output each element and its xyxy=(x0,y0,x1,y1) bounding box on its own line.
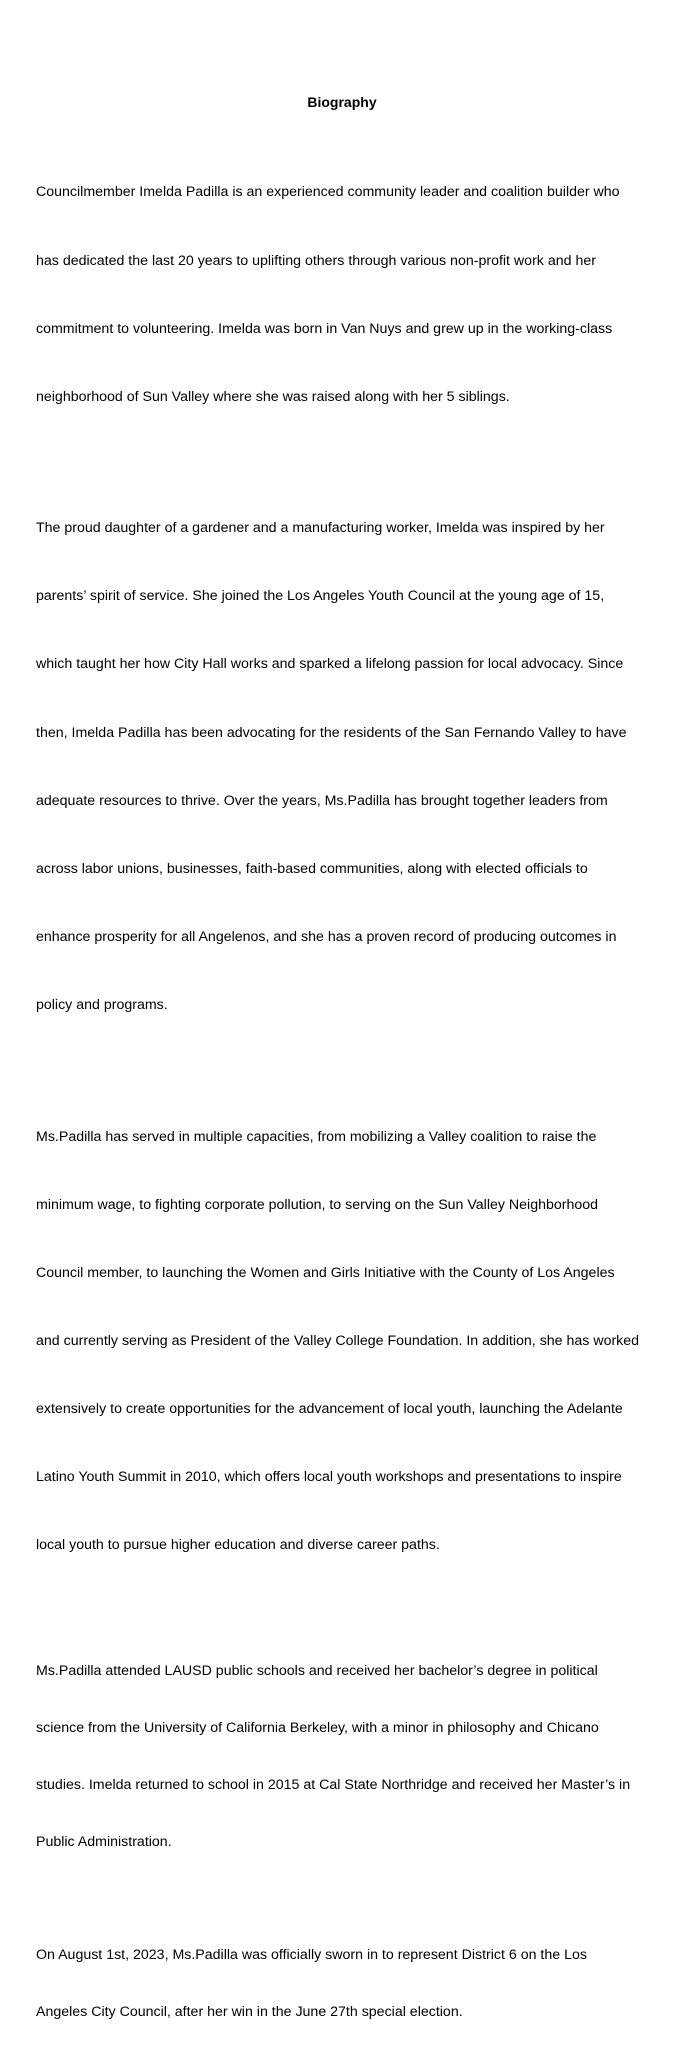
text-line: policy and programs. xyxy=(36,997,168,1014)
text-line: Ms.Padilla attended LAUSD public schools and received her bachelor’s degree in political xyxy=(36,1663,598,1680)
text-line: then, Imelda Padilla has been advocating for the residents of the San Fernando Valley to have xyxy=(36,724,627,741)
text-line: parents’ spirit of service. She joined the Los Angeles Youth Council at the young age of 15, xyxy=(36,588,605,605)
text-line: adequate resources to thrive. Over the years, Ms.Padilla has brought together leaders from xyxy=(36,792,608,809)
text-line: science from the University of California Berkeley, with a minor in philosophy and Chicano xyxy=(36,1720,599,1737)
paragraph-background xyxy=(36,472,648,1062)
paragraph-service xyxy=(36,1080,648,1602)
text-line: enhance prosperity for all Angelenos, and she has a proven record of producing outcomes in xyxy=(36,928,617,945)
paragraph-intro xyxy=(36,136,648,454)
text-line: studies. Imelda returned to school in 2015 at Cal State Northridge and received her Master’s in xyxy=(36,1777,631,1794)
paragraph-election xyxy=(36,1908,648,2060)
text-line: Ms.Padilla has served in multiple capacities, from mobilizing a Valley coalition to raise the xyxy=(36,1128,597,1145)
text-line: neighborhood of Sun Valley where she was raised along with her 5 siblings. xyxy=(36,388,510,405)
text-line: Councilmember Imelda Padilla is an experienced community leader and coalition builder who xyxy=(36,184,620,201)
text-line: and currently serving as President of the Valley College Foundation. In addition, she has worked xyxy=(36,1332,640,1349)
text-line: Council member, to launching the Women and Girls Initiative with the County of Los Angeles xyxy=(36,1264,615,1281)
text-line: which taught her how City Hall works and sparked a lifelong passion for local advocacy. Since xyxy=(36,656,624,673)
text-line: has dedicated the last 20 years to uplifting others through various non-profit work and her xyxy=(36,252,596,269)
text-line: commitment to volunteering. Imelda was born in Van Nuys and grew up in the working-class xyxy=(36,320,613,337)
document-page xyxy=(36,92,648,2060)
text-line: Latino Youth Summit in 2010, which offers local youth workshops and presentations to inspire xyxy=(36,1469,622,1486)
text-line: Angeles City Council, after her win in the June 27th special election. xyxy=(36,2004,463,2021)
text-line: extensively to create opportunities for the advancement of local youth, launching the Adelante xyxy=(36,1400,623,1417)
text-line: On August 1st, 2023, Ms.Padilla was officially sworn in to represent District 6 on the Los xyxy=(36,1947,587,1964)
text-line: across labor unions, businesses, faith-based communities, along with elected officials to xyxy=(36,860,588,877)
text-line: The proud daughter of a gardener and a manufacturing worker, Imelda was inspired by her xyxy=(36,520,605,537)
text-line: Public Administration. xyxy=(36,1834,172,1851)
page-title: Biography xyxy=(307,94,377,110)
paragraph-education xyxy=(36,1624,648,1890)
text-line: minimum wage, to fighting corporate pollution, to serving on the Sun Valley Neighborhood xyxy=(36,1196,599,1213)
text-line: local youth to pursue higher education and diverse career paths. xyxy=(36,1537,440,1554)
